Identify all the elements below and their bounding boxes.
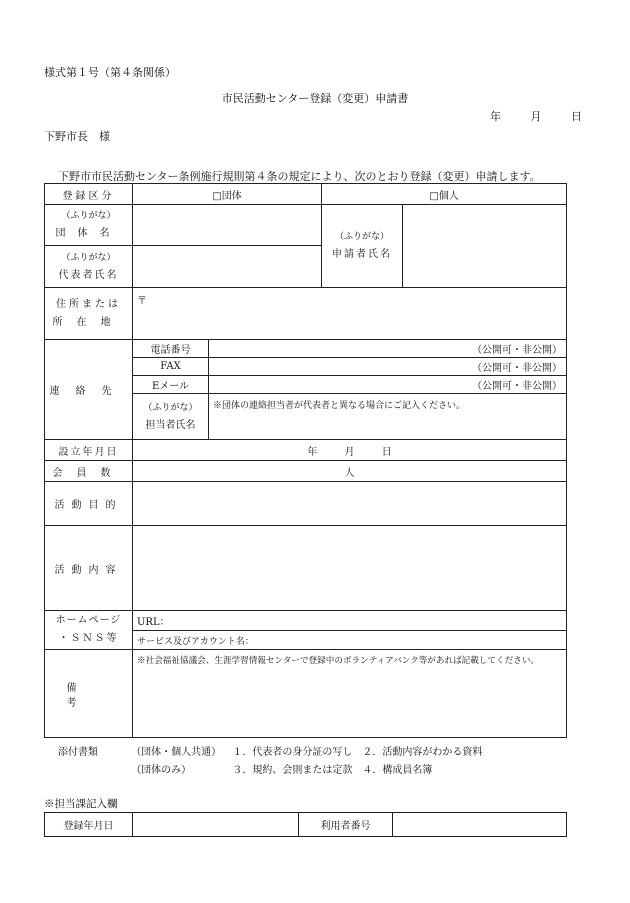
reg-date-label: 登録年月日 bbox=[45, 813, 133, 837]
attachments-label: 添付書類 bbox=[58, 747, 98, 758]
established-day: 日 bbox=[381, 446, 392, 458]
established-year: 年 bbox=[307, 446, 318, 458]
established-field[interactable] bbox=[133, 440, 567, 461]
form-number: 様式第１号（第４条関係） bbox=[44, 66, 176, 79]
remarks-field[interactable] bbox=[133, 650, 567, 738]
email-public-option[interactable]: （公開可・非公開） bbox=[472, 381, 563, 392]
rep-furigana-label: （ふりがな） bbox=[61, 252, 116, 263]
office-use-heading: ※担当課記入欄 bbox=[44, 798, 118, 810]
applicant-furigana-label: （ふりがな） bbox=[335, 232, 390, 242]
contact-person-field[interactable] bbox=[209, 394, 567, 440]
contact-person-note: ※団体の連絡担当者が代表者と異なる場合にご記入ください。 bbox=[213, 401, 466, 411]
form-title: 市民活動センター登録（変更）申請書 bbox=[221, 92, 409, 105]
service-field[interactable] bbox=[133, 631, 567, 650]
remarks-note: ※社会福祉協議会、生涯学習情報センターで登録中のボランティアバンク等があれば記載してください。 bbox=[137, 656, 540, 666]
org-name-field[interactable] bbox=[133, 205, 322, 246]
application-table bbox=[44, 183, 567, 738]
applicant-name-field[interactable] bbox=[403, 205, 567, 288]
date-year-label: 年 bbox=[490, 110, 501, 123]
rep-name-label: 代表者氏名 bbox=[58, 269, 119, 281]
address-label-2: 所在地 bbox=[52, 316, 125, 328]
phone-label: 電話番号 bbox=[133, 340, 209, 358]
fax-label: FAX bbox=[133, 358, 209, 376]
furigana-label: （ふりがな） bbox=[61, 211, 116, 221]
reg-date-field[interactable] bbox=[133, 813, 299, 837]
fax-public-option[interactable]: （公開可・非公開） bbox=[472, 363, 563, 374]
established-label: 設立年月日 bbox=[45, 440, 133, 461]
attachments-group-org: （団体のみ） bbox=[131, 765, 192, 776]
purpose-label: 活動目的 bbox=[45, 482, 133, 526]
email-field[interactable] bbox=[209, 376, 567, 394]
rep-name-field[interactable] bbox=[133, 246, 322, 288]
web-label-2: ・ＳＮＳ等 bbox=[58, 633, 119, 644]
established-month: 月 bbox=[344, 446, 355, 458]
application-date bbox=[490, 108, 582, 124]
members-unit: 人 bbox=[344, 467, 355, 479]
date-day-label: 日 bbox=[571, 110, 582, 123]
attachments-org-items: ３．規約、会則または定款 ４．構成員名簿 bbox=[232, 765, 433, 776]
phone-public-option[interactable]: （公開可・非公開） bbox=[472, 345, 563, 356]
contact-person-label-cell bbox=[133, 394, 209, 440]
attachments-common-items: １．代表者の身分証の写し ２．活動内容がわかる資料 bbox=[232, 747, 483, 758]
user-number-field[interactable] bbox=[393, 813, 567, 837]
web-label-1: ホームページ bbox=[55, 615, 122, 626]
email-label: Eメール bbox=[133, 376, 209, 394]
applicant-name-label-cell bbox=[322, 205, 403, 288]
content-field[interactable] bbox=[133, 526, 567, 611]
rep-name-label-cell bbox=[45, 246, 133, 288]
attachments bbox=[58, 744, 482, 780]
user-number-label: 利用者番号 bbox=[299, 813, 393, 837]
postal-mark: 〒 bbox=[137, 296, 147, 307]
contact-person-label: 担当者氏名 bbox=[145, 419, 196, 431]
address-label-1: 住所または bbox=[56, 298, 121, 310]
purpose-field[interactable] bbox=[133, 482, 567, 526]
group-checkbox[interactable]: □団体 bbox=[133, 184, 322, 205]
address-label-cell bbox=[45, 288, 133, 340]
individual-checkbox[interactable]: □個人 bbox=[322, 184, 567, 205]
url-label: URL： bbox=[137, 617, 170, 628]
content-label: 活動内容 bbox=[45, 526, 133, 611]
date-month-label: 月 bbox=[530, 110, 542, 123]
intro-text: 下野市市民活動センター条例施行規則第４条の規定により、次のとおり登録（変更）申請します。 bbox=[58, 170, 541, 183]
phone-field[interactable] bbox=[209, 340, 567, 358]
members-label: 会員数 bbox=[45, 461, 133, 482]
service-label: サービス及びアカウント名： bbox=[137, 636, 254, 647]
applicant-name-label: 申請者氏名 bbox=[332, 249, 393, 260]
web-label-cell bbox=[45, 611, 133, 650]
address-field[interactable] bbox=[133, 288, 567, 340]
org-name-label-cell bbox=[45, 205, 133, 246]
members-field[interactable] bbox=[133, 461, 567, 482]
org-name-label: 団体名 bbox=[55, 228, 122, 239]
fax-field[interactable] bbox=[209, 358, 567, 376]
remarks-label: 備考 bbox=[45, 650, 133, 738]
contact-label: 連絡先 bbox=[45, 340, 133, 440]
url-field[interactable] bbox=[133, 611, 567, 631]
contact-person-furigana: （ふりがな） bbox=[143, 402, 198, 413]
addressee: 下野市長 様 bbox=[44, 130, 110, 143]
office-use-table bbox=[44, 812, 567, 837]
category-label: 登録区分 bbox=[45, 184, 133, 205]
attachments-group-common: （団体・個人共通） bbox=[131, 747, 222, 758]
